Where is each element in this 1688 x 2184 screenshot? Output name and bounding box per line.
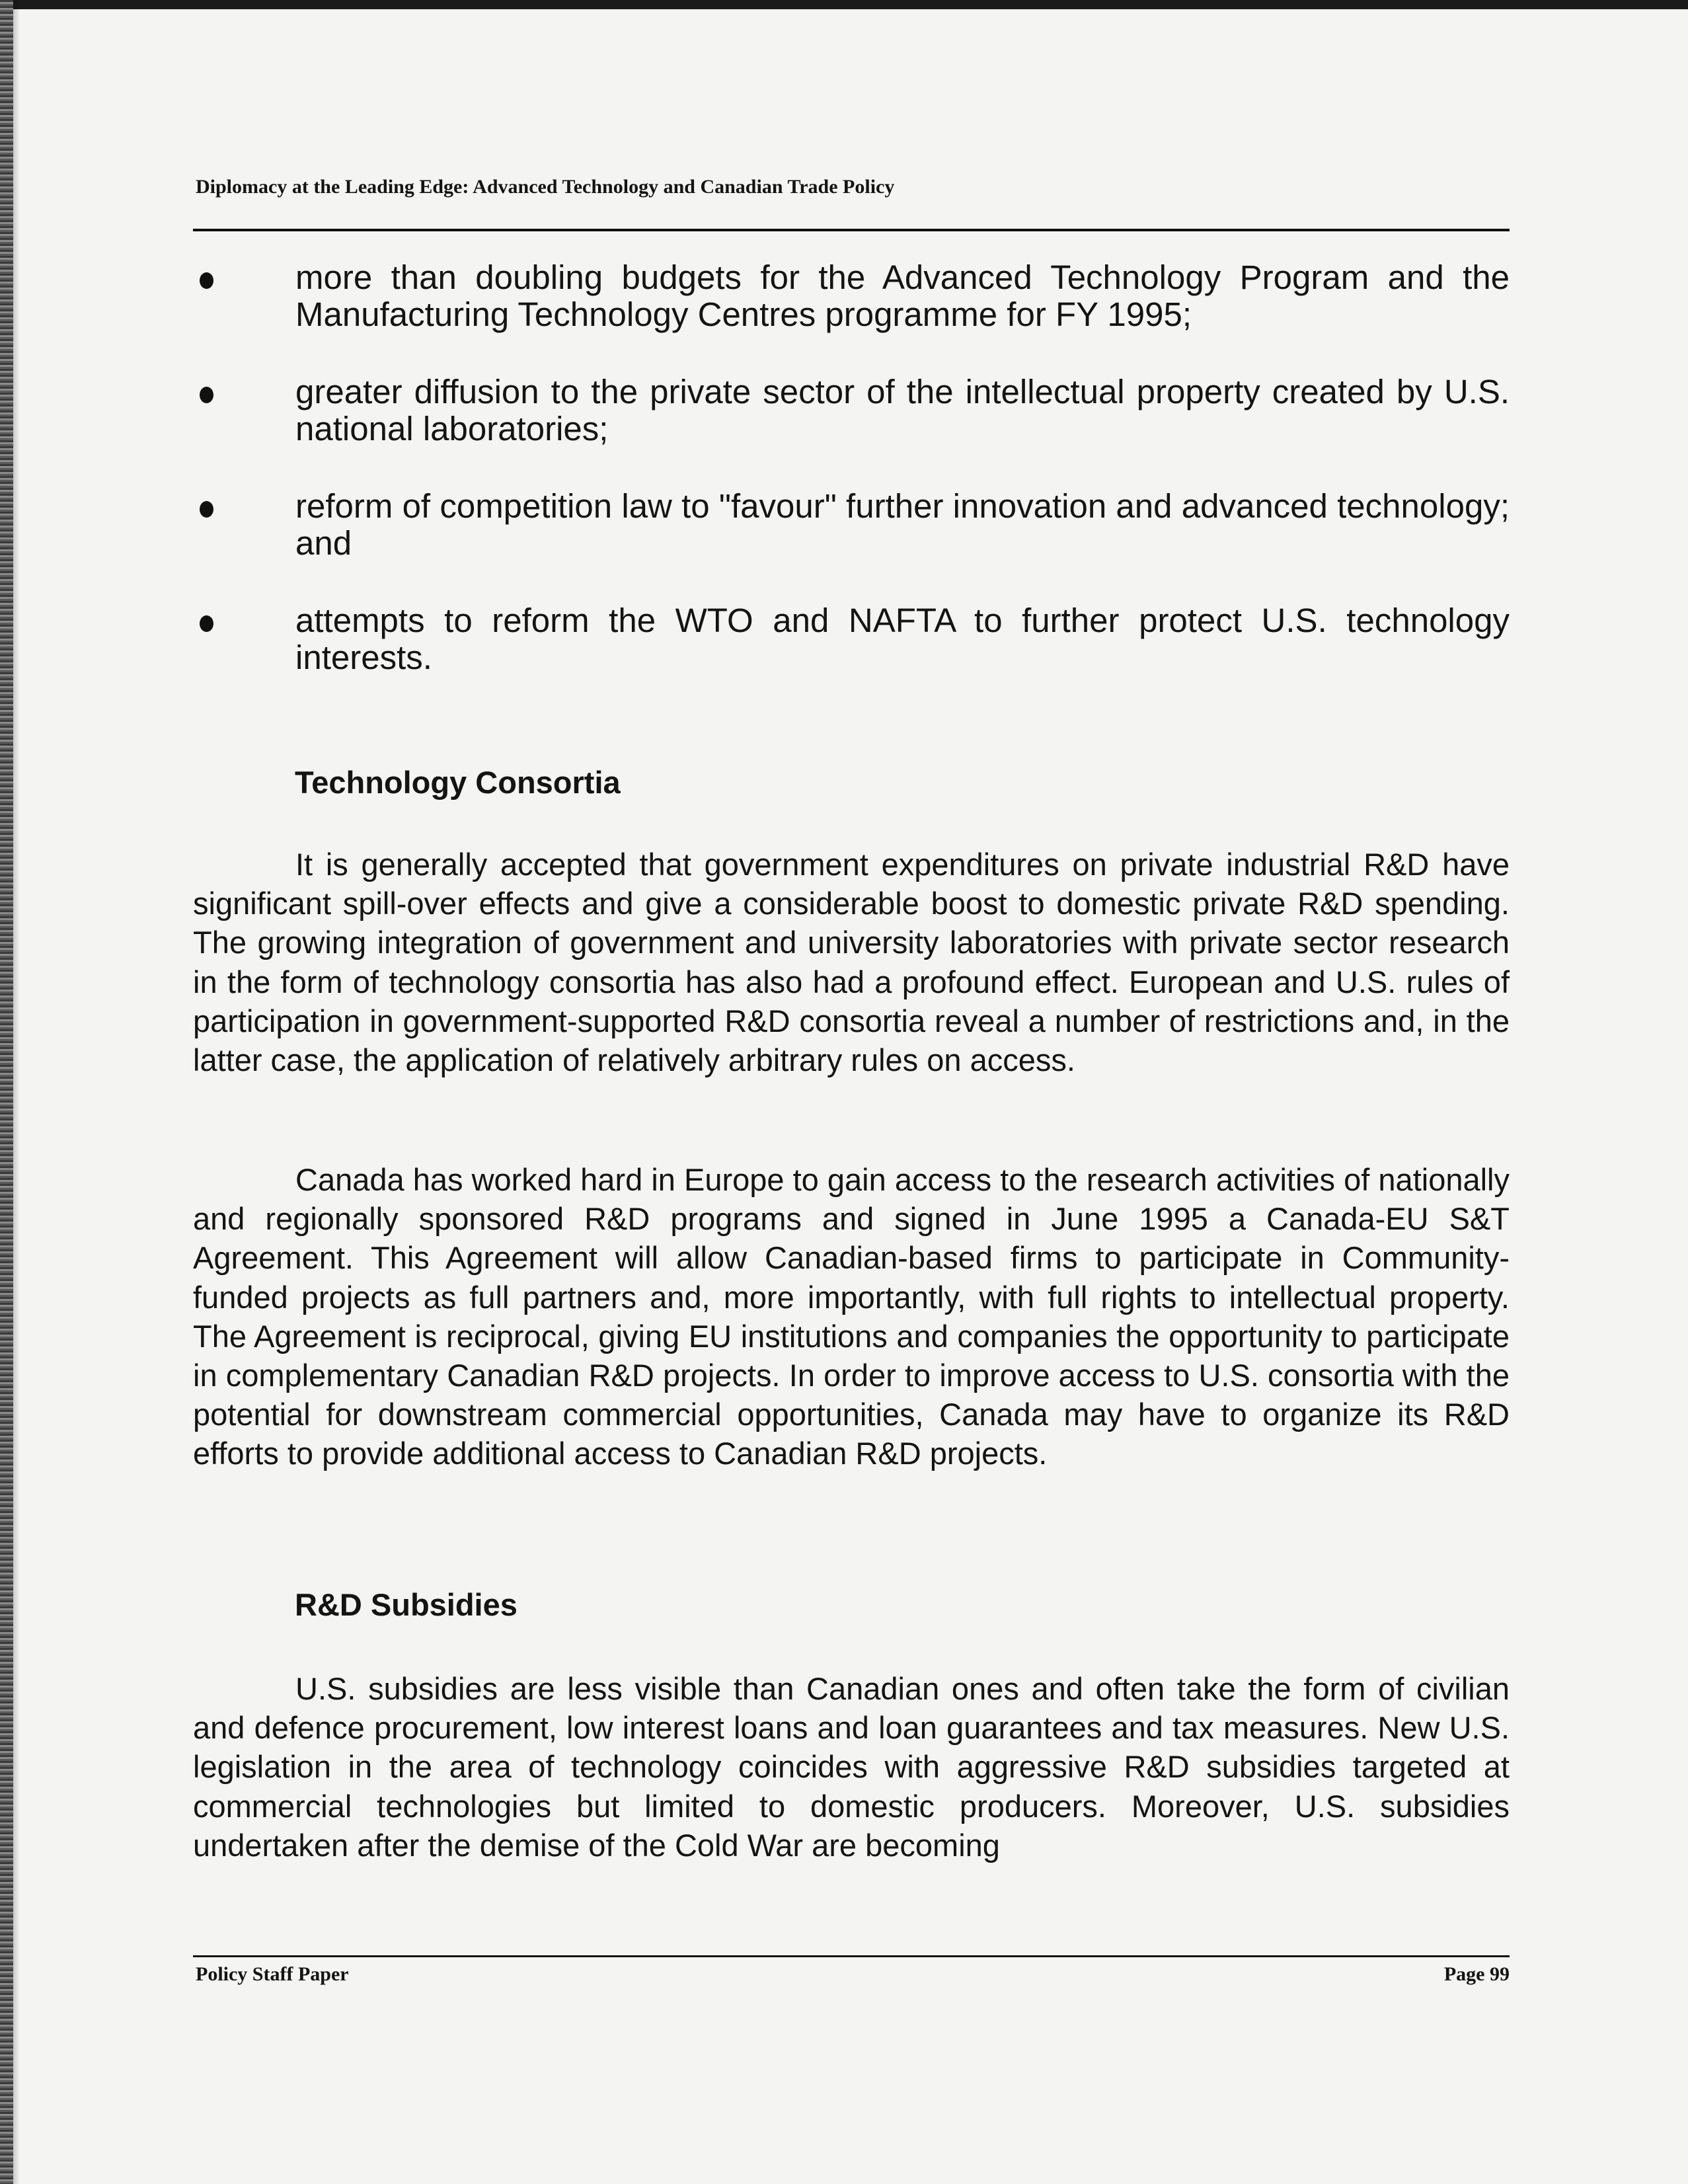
bullet-text: greater diffusion to the private sector of the intellectual property created by U.S. national laboratories;	[295, 373, 1510, 448]
bullet-text: more than doubling budgets for the Advanced Technology Program and the Manufacturing Technology Centres programme for FY 1995;	[295, 258, 1510, 333]
paragraph: U.S. subsidies are less visible than Canadian ones and often take the form of civilian and defence procurement, low interest loans and loan guarantees and tax measures. New U.S. legislation in the area of technology coincides with aggressive R&D subsidies targeted at commercial technologies but limited to domestic producers. Moreover, U.S. subsidies undertaken after the demise of the Cold War are becoming	[193, 1671, 1510, 1863]
bullet-text: reform of competition law to "favour" further innovation and advanced technology; and	[295, 487, 1510, 562]
paragraph: It is generally accepted that government expenditures on private industrial R&D have significant spill-over effects and give a considerable boost to domestic private R&D spending. The growing integration of government and university laboratories with private sector research in the form of technology consortia has also had a profound effect. European and U.S. rules of participation in government-supported R&D consortia reveal a number of restrictions and, in the latter case, the application of relatively arbitrary rules on access.	[193, 847, 1510, 1078]
bullet-dot-icon	[200, 387, 213, 403]
bullet-dot-icon	[200, 272, 213, 289]
bullet-item	[193, 259, 1510, 333]
section-heading-rd-subsidies: R&D Subsidies	[295, 1587, 518, 1622]
section-heading-technology-consortia: Technology Consortia	[295, 765, 621, 800]
header-rule	[193, 229, 1510, 231]
bullet-dot-icon	[200, 615, 213, 632]
bullet-dot-icon	[200, 501, 213, 518]
footer-publication: Policy Staff Paper	[196, 1963, 349, 1985]
running-header: Diplomacy at the Leading Edge: Advanced Technology and Canadian Trade Policy	[196, 176, 895, 198]
page-number: Page 99	[1443, 1963, 1510, 1985]
bullet-list	[193, 259, 1510, 717]
bullet-text: attempts to reform the WTO and NAFTA to further protect U.S. technology interests.	[295, 602, 1510, 676]
bullet-item	[193, 602, 1510, 676]
page-top-edge	[0, 0, 1688, 9]
paragraph: Canada has worked hard in Europe to gain access to the research activities of nationally and regionally sponsored R&D programs and signed in June 1995 a Canada-EU S&T Agreement. This Agreement will allow Canadian-based firms to participate in Community-funded projects as full partners and, more importantly, with full rights to intellectual property. The Agreement is reciprocal, giving EU institutions and companies the opportunity to participate in complementary Canadian R&D projects. In order to improve access to U.S. consortia with the potential for downstream commercial opportunities, Canada may have to organize its R&D efforts to provide additional access to Canadian R&D projects.	[193, 1162, 1510, 1471]
scan-left-edge	[0, 0, 13, 2184]
bullet-item	[193, 373, 1510, 448]
bullet-item	[193, 488, 1510, 562]
footer-rule	[193, 1955, 1510, 1957]
